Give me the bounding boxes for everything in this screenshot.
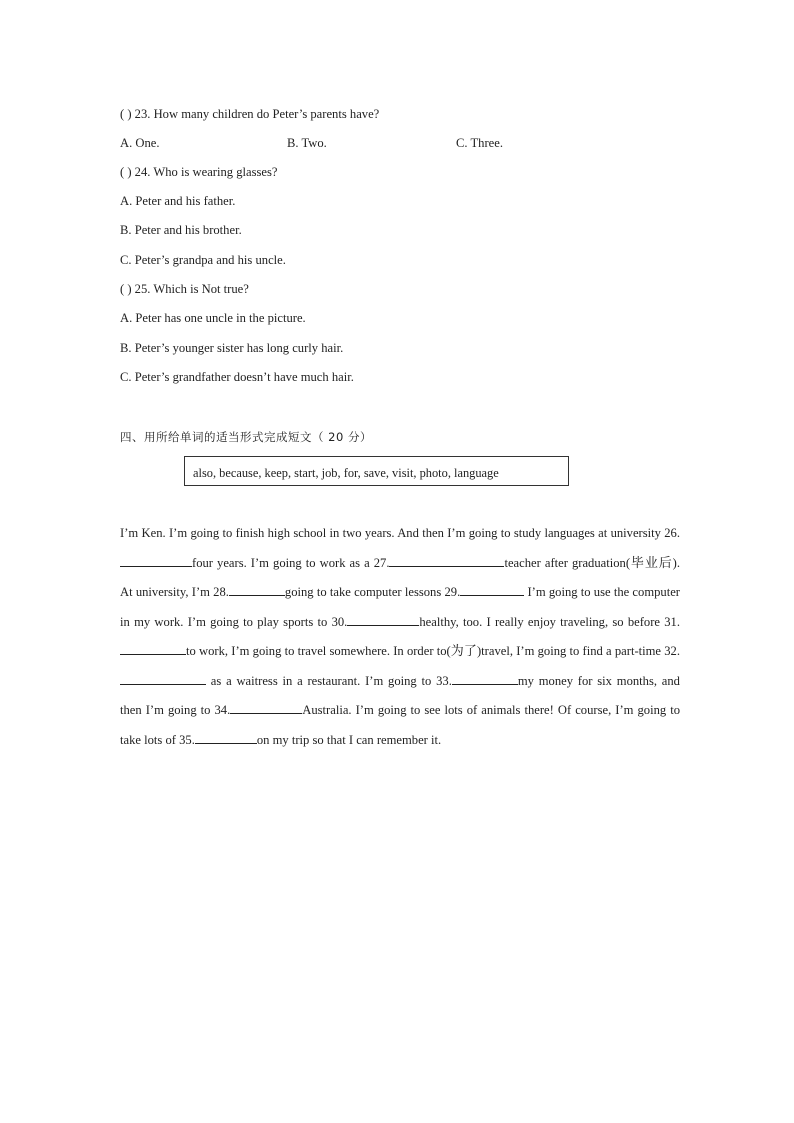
blank-27[interactable] <box>389 565 504 567</box>
question-24-option-c: C. Peter’s grandpa and his uncle. <box>120 253 286 267</box>
cloze-passage <box>120 519 680 755</box>
blank-28[interactable] <box>229 594 285 596</box>
passage-text: teacher after graduation( <box>504 555 631 570</box>
passage-text: as a waitress in a restaurant. I’m going to 33. <box>206 673 452 688</box>
question-25-option-b: B. Peter’s younger sister has long curly hair. <box>120 341 344 355</box>
question-23-option-b: B. Two. <box>287 136 327 150</box>
passage-text: I’m going to use the computer in my work. I’m going to play sports to 30. <box>120 585 680 629</box>
question-25-option-a: A. Peter has one uncle in the picture. <box>120 311 306 325</box>
question-23-stem: ( ) 23. How many children do Peter’s parents have? <box>120 107 380 121</box>
question-23-option-a: A. One. <box>120 136 160 150</box>
blank-26[interactable] <box>120 565 192 567</box>
blank-29[interactable] <box>460 594 524 596</box>
passage-text: Australia. I’m going to see lots of animals there! Of course, I’m going to take lots of 35. <box>120 703 680 747</box>
passage-text: healthy, too. I really enjoy traveling, so before 31. <box>419 614 680 629</box>
blank-31[interactable] <box>120 653 186 655</box>
passage-text: on my trip so that I can remember it. <box>256 732 442 747</box>
blank-30[interactable] <box>347 624 419 626</box>
question-23-option-c: C. Three. <box>456 136 503 150</box>
passage-text: going to take computer lessons 29. <box>284 585 461 599</box>
question-24-stem: ( ) 24. Who is wearing glasses? <box>120 165 278 179</box>
passage-text: four years. I’m going to work as a 27. <box>192 555 390 570</box>
passage-text: I’m Ken. I’m going to finish high school in two years. And then I’m going to study languages at university 26. <box>120 526 680 540</box>
question-25-option-c: C. Peter’s grandfather doesn’t have much hair. <box>120 370 354 384</box>
blank-34[interactable] <box>230 712 302 714</box>
passage-text: )travel, I’m going to find a part-time 32. <box>476 644 680 658</box>
passage-chinese-gloss: 为了 <box>450 644 477 659</box>
passage-chinese-gloss: 毕业后 <box>630 555 673 571</box>
passage-text: to work, I’m going to travel somewhere. In order to( <box>186 644 451 658</box>
question-25-stem: ( ) 25. Which is Not true? <box>120 282 249 296</box>
blank-32[interactable] <box>120 683 206 685</box>
word-box: also, because, keep, start, job, for, save, visit, photo, language <box>184 456 569 486</box>
question-24-option-b: B. Peter and his brother. <box>120 223 242 237</box>
section-4-title: 四、用所给单词的适当形式完成短文（ 20 分） <box>120 430 372 444</box>
blank-33[interactable] <box>452 683 518 685</box>
passage-text: ). At university, I’m 28. <box>120 555 680 599</box>
passage-text: my money for six months, and then I’m going to 34. <box>120 673 680 717</box>
question-24-option-a: A. Peter and his father. <box>120 194 236 208</box>
blank-35[interactable] <box>195 742 257 744</box>
